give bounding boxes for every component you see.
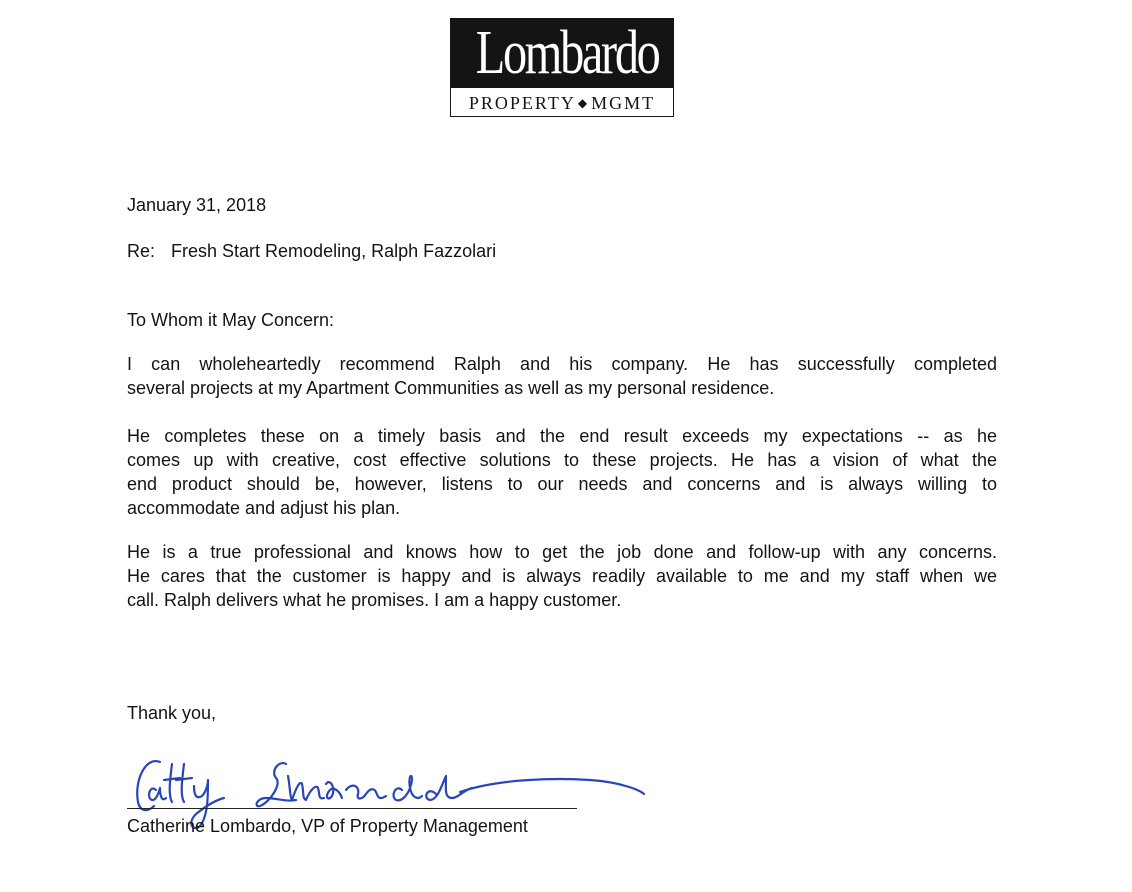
logo-tagline-left: PROPERTY: [468, 93, 576, 113]
paragraph-line: several projects at my Apartment Communities as well as my personal residence.: [127, 378, 775, 398]
letter-date: January 31, 2018: [127, 195, 267, 215]
logo-tagline-right: MGMT: [591, 93, 656, 113]
signatory-name: Catherine Lombardo, VP of Property Management: [127, 816, 528, 836]
paragraph-line: accommodate and adjust his plan.: [127, 498, 401, 518]
logo-name: Lombardo: [475, 19, 659, 87]
letter-salutation: To Whom it May Concern:: [127, 310, 335, 330]
subject-label: Re:: [127, 241, 156, 261]
paragraph-3: [127, 540, 997, 612]
paragraph-2: [127, 424, 997, 520]
paragraph-line: call. Ralph delivers what he promises. I am a happy customer.: [127, 590, 622, 610]
paragraph-line: He cares that the customer is happy and is always readily available to me and my staff when we: [127, 566, 997, 586]
paragraph-line: He completes these on a timely basis and the end result exceeds my expectations -- as he: [127, 426, 997, 446]
signature-line: [127, 808, 577, 809]
paragraph-line: comes up with creative, cost effective solutions to these projects. He has a vision of what the: [127, 450, 997, 470]
subject-text: Fresh Start Remodeling, Ralph Fazzolari: [171, 241, 497, 261]
logo-tagline: [450, 88, 674, 117]
paragraph-line: He is a true professional and knows how to get the job done and follow-up with any concerns.: [127, 542, 997, 562]
paragraph-line: end product should be, however, listens to our needs and concerns and is always willing to: [127, 474, 997, 494]
letter-closing: Thank you,: [127, 703, 217, 723]
logo-diamond-icon: ◆: [577, 96, 590, 110]
company-logo: [450, 18, 674, 118]
logo-wordmark: [450, 18, 674, 88]
letter-subject: [127, 239, 496, 263]
paragraph-1: [127, 352, 997, 400]
paragraph-line: I can wholeheartedly recommend Ralph and his company. He has successfully completed: [127, 354, 997, 374]
